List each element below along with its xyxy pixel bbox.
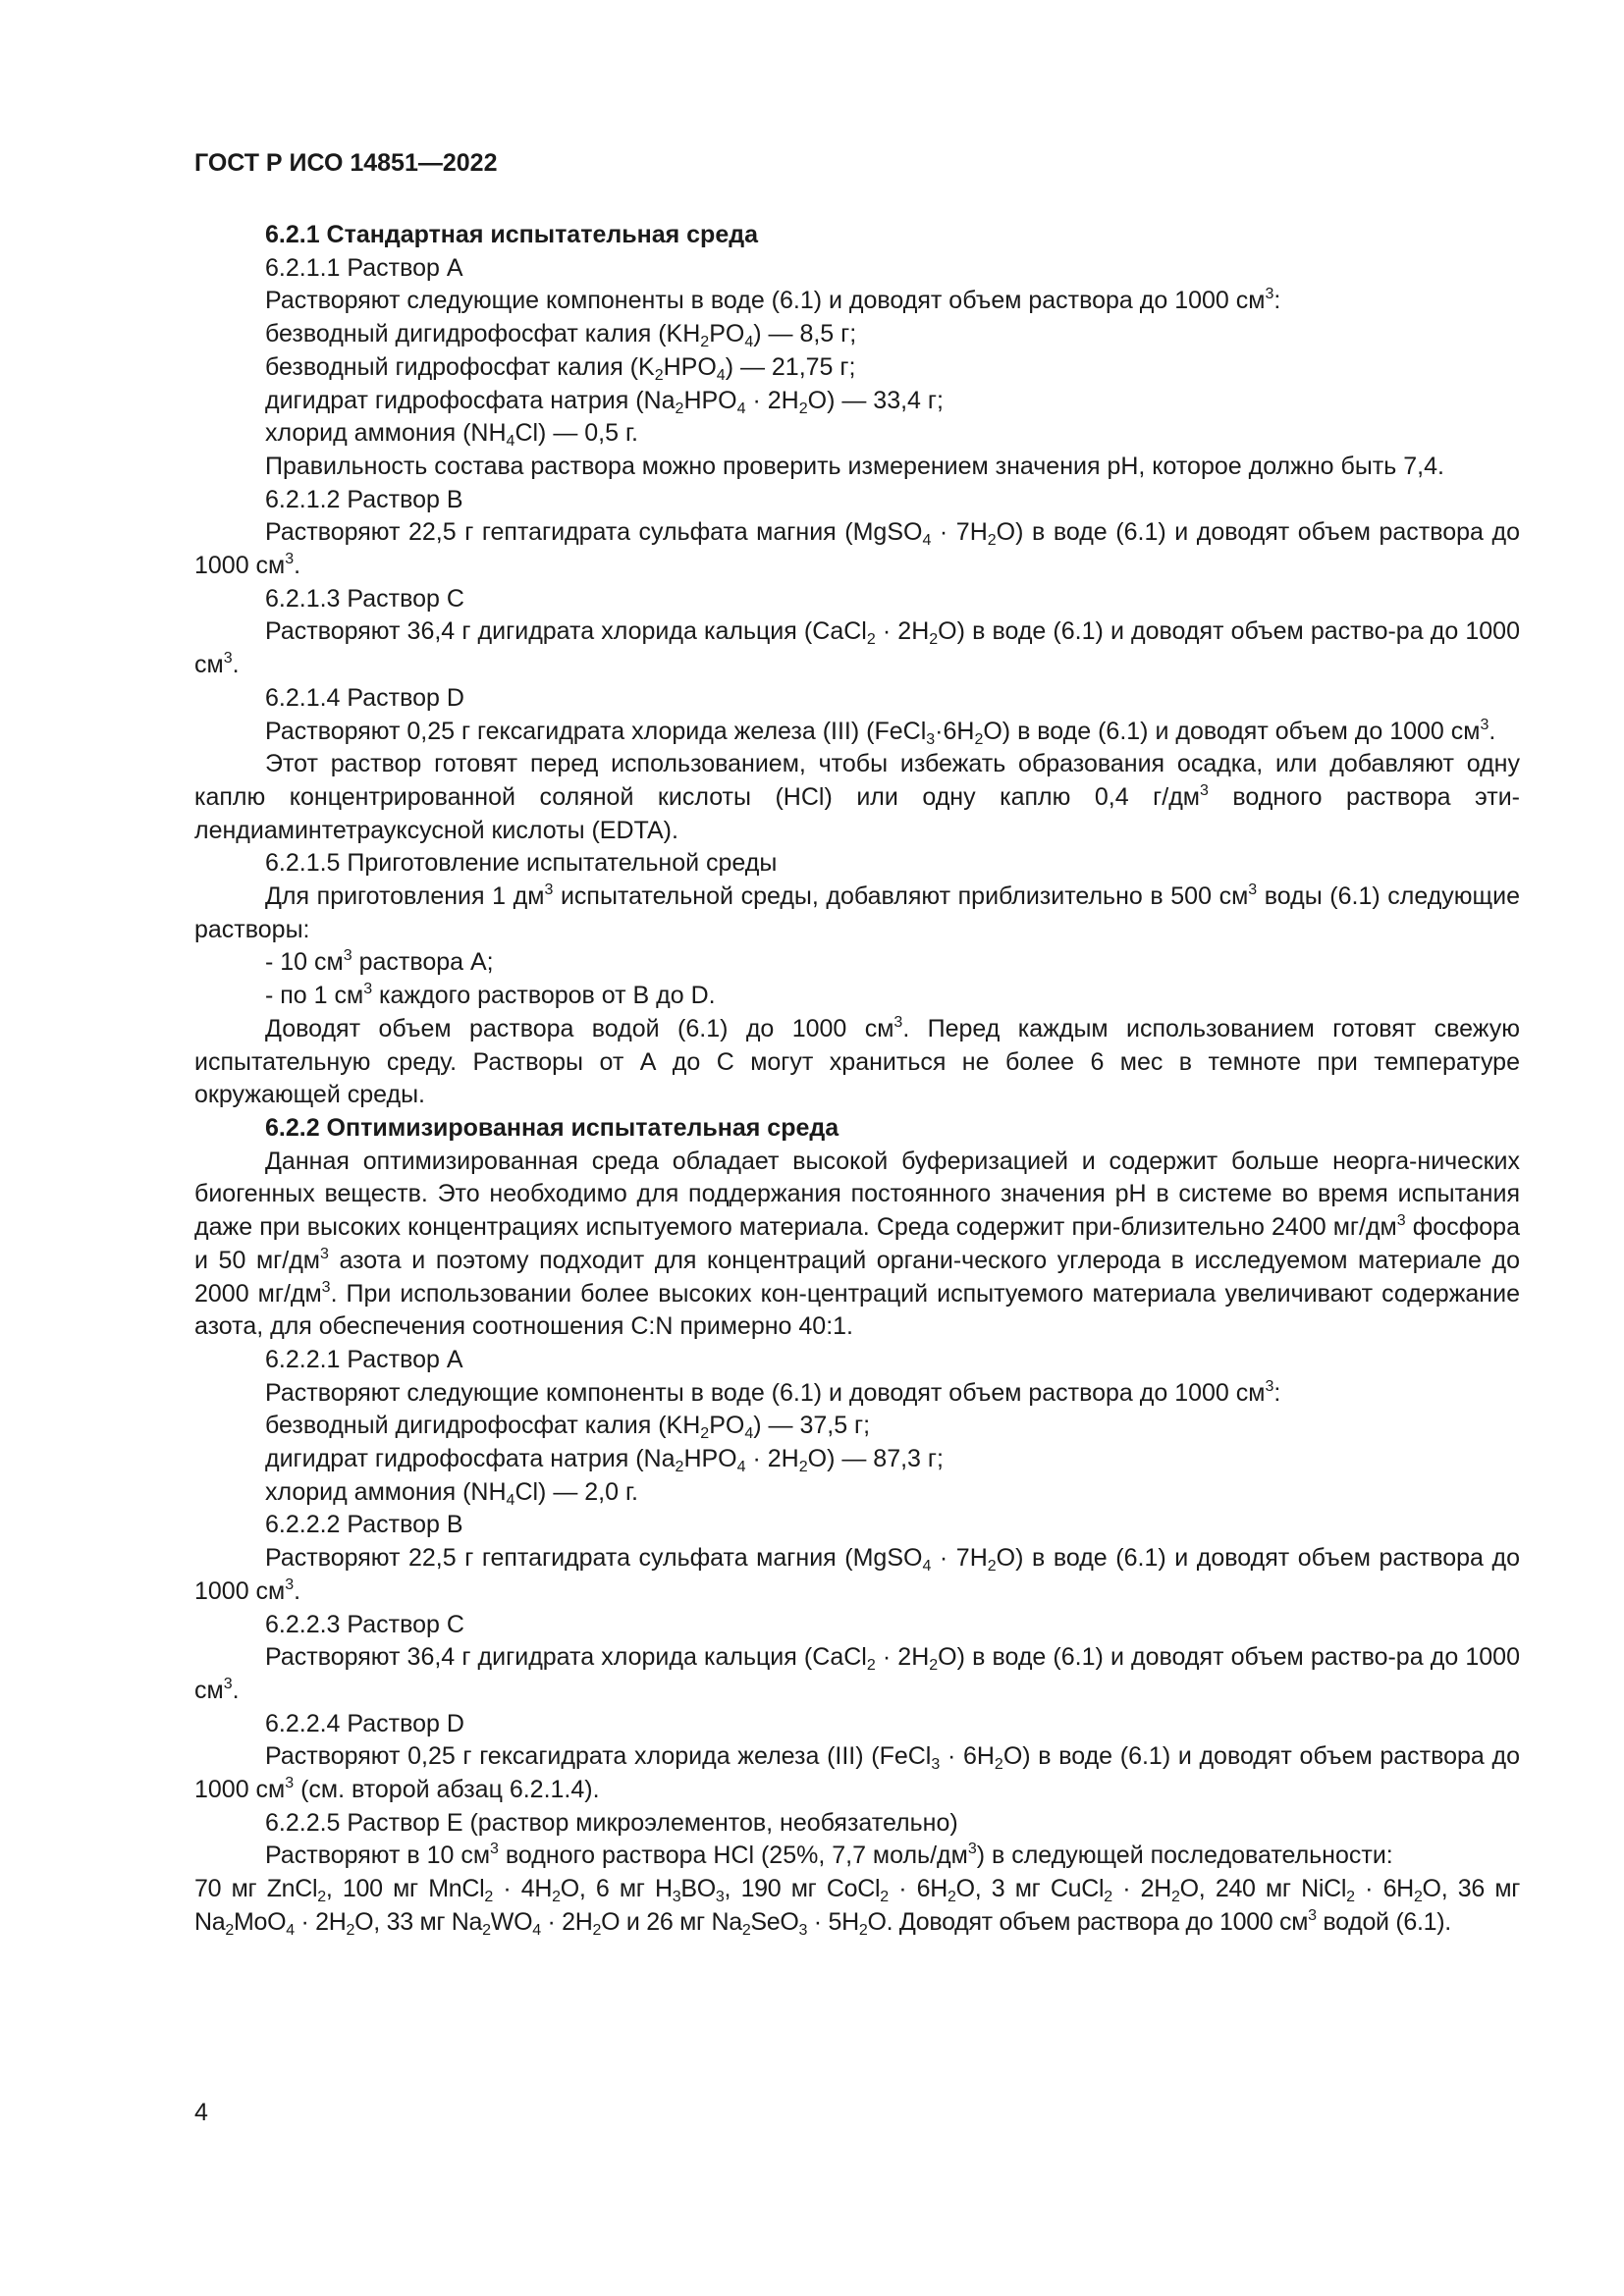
paragraph: 6.2.1.1 Раствор А bbox=[265, 253, 463, 282]
paragraph: - по 1 $см^3$ каждого растворов от В до D. bbox=[265, 981, 716, 1010]
paragraph: 6.2.2.3 Раствор С bbox=[265, 1610, 464, 1638]
paragraph: Растворяют в 10 $см^3$ водного раствора HCl (25%, 7,7 моль/$дм^3$) в следующей последовательности: bbox=[265, 1841, 1393, 1870]
section-heading: 6.2.2 Оптимизированная испытательная среда bbox=[265, 1113, 839, 1142]
paragraph: безводный гидрофосфат калия $(K_2HPO_4)$ — 21,75 г; bbox=[265, 352, 856, 384]
paragraph: дигидрат гидрофосфата натрия $(Na_2HPO_4 \cdot 2H_2O)$ — 87,3 г; bbox=[265, 1445, 944, 1476]
paragraph: Этот раствор готовят перед использованием, чтобы избежать образования осадка, или добавляют одну каплю концентрированной соляной кислоты (HCl) или одну каплю 0,4 $г/дм^3$ водного раствора эти-лендиаминтетрауксусной кислоты (EDTA). bbox=[194, 750, 1520, 844]
paragraph: дигидрат гидрофосфата натрия $(Na_2HPO_4 \cdot 2H_2O)$ — 33,4 г; bbox=[265, 386, 944, 417]
paragraph: 6.2.2.5 Раствор E (раствор микроэлементов, необязательно) bbox=[265, 1808, 958, 1837]
paragraph: Растворяют 36,4 г дигидрата хлорида кальция (CaCl$_2$ · $2H_2O$) в воде (6.1) и доводят объем раство-ра до 1000 $см^3$. bbox=[194, 1643, 1520, 1704]
paragraph: Правильность состава раствора можно проверить измерением значения pH, которое должно быть 7,4. bbox=[265, 452, 1444, 480]
paragraph: хлорид аммония $(NH_4Cl)$ — 2,0 г. bbox=[265, 1477, 638, 1509]
paragraph: Растворяют 0,25 г гексагидрата хлорида железа (III) $(FeCl_3\cdot 6H_2O)$ в воде (6.1) и доводят объем до 1000 $см^3$. bbox=[265, 716, 1496, 748]
paragraph: Данная оптимизированная среда обладает высокой буферизацией и содержит больше неорга-нических биогенных веществ. Это необходимо для поддержания постоянного значения pH в системе во время испытания даже при высоких концентрациях испытуемого материала. Среда содержит при-близительно 2400 $мг/дм^3$ фосфора и 50 $мг/дм^3$ азота и поэтому подходит для концентраций органи-ческого углерода в исследуемом материале до 2000 $мг/дм^3$. При использовании более высоких кон-центраций испытуемого материала увеличивают содержание азота, для обеспечения соотношения C:N примерно 40:1. bbox=[194, 1147, 1520, 1341]
paragraph: безводный дигидрофосфат калия $(KH_2PO_4)$ — 37,5 г; bbox=[265, 1412, 871, 1443]
paragraph: Растворяют следующие компоненты в воде (6.1) и доводят объем раствора до 1000 $см^3$: bbox=[265, 1377, 1281, 1407]
paragraph: Доводят объем раствора водой (6.1) до 1000 $см^3$. Перед каждым использованием готовят свежую испытательную среду. Растворы от А до С могут храниться не более 6 мес в темноте при температуре окружающей среды. bbox=[194, 1013, 1520, 1109]
paragraph: Растворяют 22,5 г гептагидрата сульфата магния (MgSO$_4$ · $7H_2O$) в воде (6.1) и доводят объем раствора до 1000 $см^3$. bbox=[194, 1544, 1520, 1605]
page-number: 4 bbox=[194, 2099, 208, 2126]
document-header: ГОСТ Р ИСО 14851—2022 bbox=[194, 149, 498, 177]
section-heading: 6.2.1 Стандартная испытательная среда bbox=[265, 221, 759, 248]
paragraph: безводный дигидрофосфат калия $(KH_2PO_4)$ — 8,5 г; bbox=[265, 320, 857, 351]
paragraph: 6.2.1.2 Раствор В bbox=[265, 485, 463, 513]
paragraph: 6.2.2.4 Раствор D bbox=[265, 1709, 464, 1737]
paragraph: 6.2.1.4 Раствор D bbox=[265, 683, 464, 712]
paragraph: 70 мг ZnCl$_2$, 100 мг MnCl$_2$ · $4H_2O$, 6 мг $H_3BO_3$, 190 мг CoCl$_2$ · $6H_2O$, 3 мг CuCl$_2$ · $2H_2O$, 240 мг NiCl$_2$ · $6H_2O$, 36 мг $Na_2MoO_4 \cdot 2H_2O$, 33 мг $Na_2WO_4 \cdot 2H_2O$ и 26 мг $Na_2SeO_3 \cdot 5H_2O$. Доводят объем раствора до 1000 $см^3$ водой (6.1). bbox=[194, 1875, 1521, 1939]
paragraph: 6.2.1.5 Приготовление испытательной среды bbox=[265, 849, 778, 878]
paragraph: Растворяют 36,4 г дигидрата хлорида кальция (CaCl$_2$ · $2H_2O$) в воде (6.1) и доводят объем раство-ра до 1000 $см^3$. bbox=[194, 617, 1520, 679]
paragraph: хлорид аммония $(NH_4Cl)$ — 0,5 г. bbox=[265, 419, 638, 451]
paragraph: Растворяют 22,5 г гептагидрата сульфата магния (MgSO$_4$ · $7H_2O$) в воде (6.1) и доводят объем раствора до 1000 $см^3$. bbox=[194, 518, 1520, 580]
paragraph: Для приготовления 1 $дм^3$ испытательной среды, добавляют приблизительно в 500 $см^3$ воды (6.1) следующие растворы: bbox=[194, 881, 1520, 943]
paragraph: Растворяют 0,25 г гексагидрата хлорида железа (III) (FeCl$_3$ · $6H_2O$) в воде (6.1) и доводят объем раствора до 1000 $см^3$ (см. второй абзац 6.2.1.4). bbox=[194, 1742, 1520, 1804]
paragraph: 6.2.2.1 Раствор А bbox=[265, 1345, 463, 1373]
paragraph: 6.2.1.3 Раствор С bbox=[265, 584, 464, 613]
paragraph: 6.2.2.2 Раствор В bbox=[265, 1511, 463, 1539]
document-body bbox=[194, 219, 1520, 1940]
paragraph: Растворяют следующие компоненты в воде (6.1) и доводят объем раствора до 1000 $см^3$: bbox=[265, 286, 1281, 315]
paragraph: - 10 $см^3$ раствора А; bbox=[265, 947, 494, 977]
